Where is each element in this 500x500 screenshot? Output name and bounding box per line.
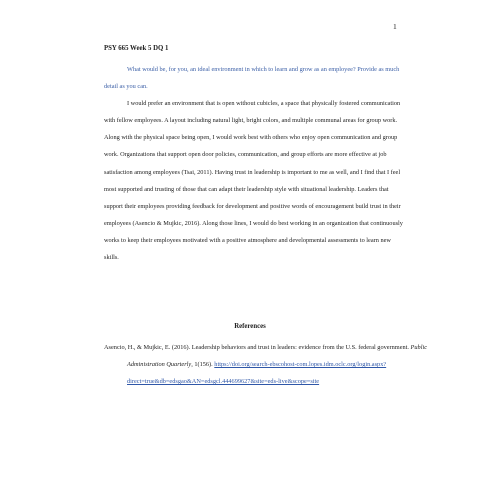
document-title: PSY 665 Week 5 DQ 1 — [104, 45, 169, 52]
body-paragraph: I would prefer an environment that is open without cubicles, a space that physically fostered communication with fellow employees. A layout including natural light, bright colors, and multiple communal areas for group work. Along with the physical space being open, I would work best with others who enjoy open communication and group work. Organizations that support open door policies, communication, and group efforts are more effective at job satisfaction among employees (Tsai, 2011). Having trust in leadership is important to me as well, and I find that I feel most supported and trusting of those that can adapt their leadership style with situational leadership. Leaders that support their employees providing feedback for development and positive words of encouragement build trust in their employees (Asencio & Mujkic, 2016). Along those lines, I would do best working in an organization that continuously works to keep their employees motivated with a positive atmosphere and developmental assessments to learn new skills. — [104, 100, 403, 262]
reference-journal: Public Administration Quarterly — [127, 344, 427, 368]
reference-volume: , 1(156). — [191, 361, 213, 368]
reference-entry — [104, 339, 427, 390]
discussion-prompt: What would be, for you, an ideal environment in which to learn and grow as an employee? Provide as much detail as you can. — [104, 66, 400, 90]
reference-authors-title: Asencio, H., & Mujkic, E. (2016). Leadership behaviors and trust in leaders: evidence from the U.S. federal government. — [104, 344, 409, 351]
references-heading: References — [234, 323, 266, 330]
page-number: 1 — [393, 22, 397, 31]
reference-link[interactable]: https://doi.org/search-ebscohost-com.lopes.idm.oclc.org/login.aspx?direct=true&db=edsgao&AN=edsgcl.444699627&site=eds-live&scope=site — [127, 361, 387, 385]
